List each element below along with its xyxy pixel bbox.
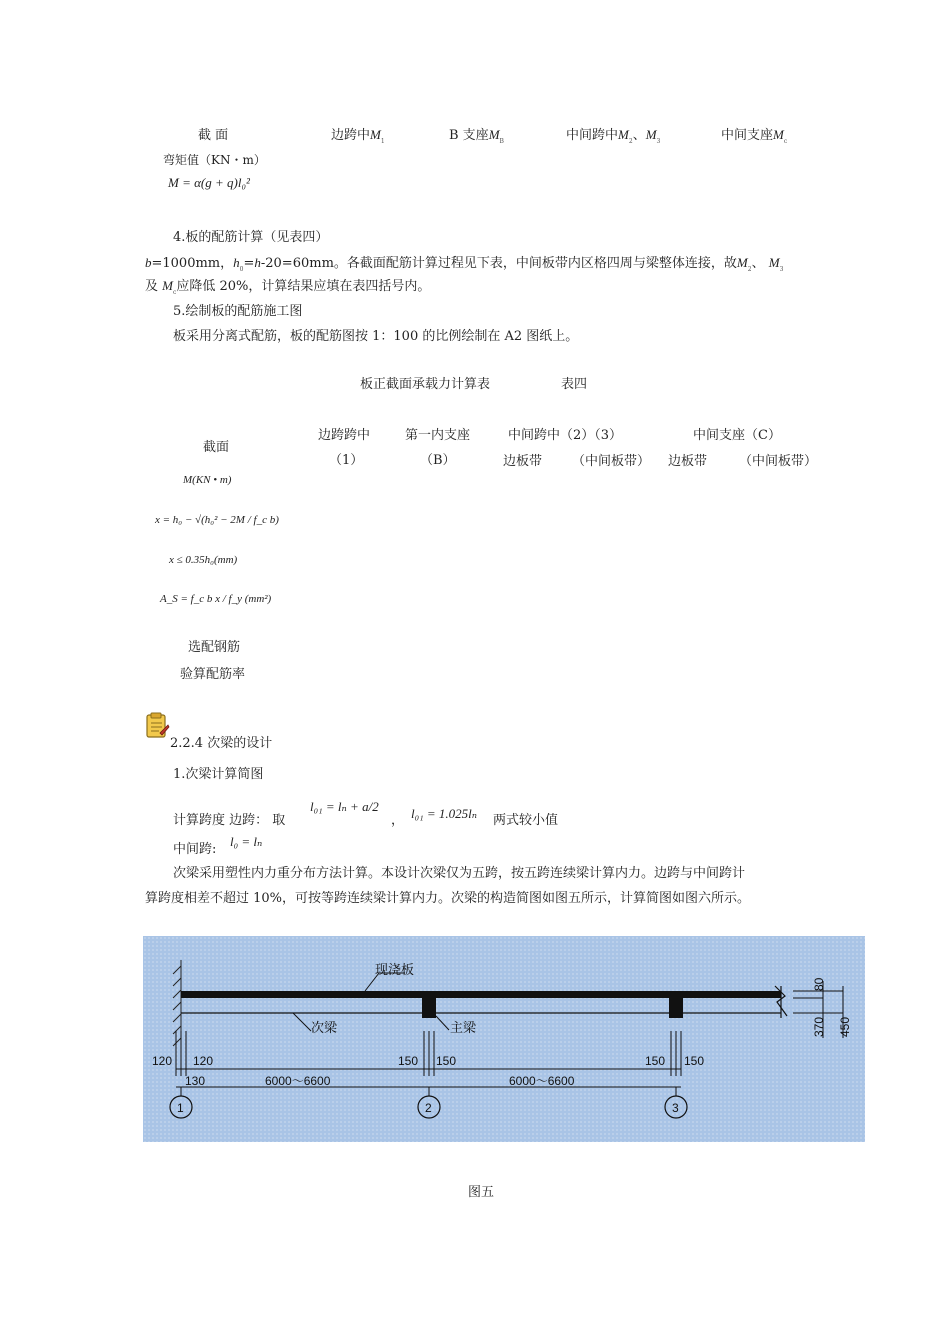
section5-heading: 5.绘制板的配筋施工图 [173,304,303,319]
table4-title: 板正截面承载力计算表 [360,377,491,392]
axis-label-2: 2 [425,1101,432,1115]
table4-col3-line1: 中间跨中（2）（3） [508,428,623,443]
dim-80: 80 [812,977,826,991]
table4-row-xlimit: x ≤ 0.35h₀(mm) [169,554,238,566]
table3-col-b-support: B 支座$M_B$ [449,127,504,145]
table4-col4-sub1: 边板带 [668,454,708,469]
label-main-beam: 主梁 [450,1021,477,1036]
dim-370: 370 [812,1016,826,1037]
label-secondary-beam: 次梁 [311,1021,338,1036]
axis-label-3: 3 [672,1101,679,1115]
table4-row-m: M(KN • m) [183,474,232,486]
cast-slab [181,991,781,998]
paragraph-line1: 次梁采用塑性内力重分布方法计算。本设计次梁仅为五跨，按五跨连续梁计算内力。边跨与中间跨计 [173,866,746,881]
table3-col-section: 截 面 [198,128,229,143]
formula-l01-edge: l₀₁ = lₙ + a/2 [310,799,379,814]
table4-col4-sub2: （中间板带） [739,454,818,469]
dim-450: 450 [838,1016,852,1037]
table3-row-moment: 弯矩值（KN・m） [163,153,266,167]
dim-120-left: 120 [152,1054,173,1068]
table4-row-ratio: 验算配筋率 [180,667,246,682]
table4-label: 表四 [561,377,588,392]
section4-line1: b=1000mm，$h_0=h-20=60mm$。各截面配筋计算过程见下表，中间板带内区格四周与梁整体连接，故$M_2$、 $M_3$ [145,255,784,273]
section5-text: 板采用分离式配筋，板的配筋图按 1：100 的比例绘制在 A2 图纸上。 [173,329,579,344]
main-beam-2 [422,994,436,1018]
dim-150-d: 150 [684,1054,705,1068]
label-cast-slab: 现浇板 [375,963,415,978]
table4-col3-sub1: 边板带 [503,454,543,469]
dim-130: 130 [185,1074,206,1088]
span-label: 计算跨度 边跨： 取 [173,813,286,828]
section224-heading: 2.2.4 次梁的设计 [170,736,273,751]
dim-150-b: 150 [436,1054,457,1068]
paragraph-line2: 算跨度相差不超过 10%，可按等跨连续梁计算内力。次梁的构造简图如图五所示，计算简图如图六所示。 [145,891,751,906]
table4-col3-sub2: （中间板带） [572,454,651,469]
figure5-drawing [143,936,865,1142]
axis-label-1: 1 [177,1101,184,1115]
section4-line2: 及 $M_c$应降低 20%，计算结果应填在表四括号内。 [145,278,431,296]
dim-150-c: 150 [645,1054,666,1068]
dim-150-a: 150 [398,1054,419,1068]
table4-col1-line2: （1） [329,453,364,468]
span-dim-2: 6000～6600 [509,1074,575,1088]
table3-col-edge-mid: 边跨中$M_1$ [331,127,385,145]
wall-hatch [173,960,181,1046]
formula-l0-mid: l₀ = lₙ [230,834,263,849]
dim-120-right: 120 [193,1054,214,1068]
table4-col-section: 截面 [203,440,230,455]
table3-col-mid-span: 中间跨中$M_2$、$M_3$ [566,127,661,145]
table4-col4-line1: 中间支座（C） [693,428,781,443]
table4-row-as: A_S = f_c b x / f_y (mm²) [160,593,272,605]
table4-row-x: x = h₀ − √(h₀² − 2M / f_c b) [155,514,279,526]
table4-row-rebar: 选配钢筋 [188,640,241,655]
mid-span-label: 中间跨: [173,842,217,857]
main-beam-3 [669,994,683,1018]
table4-col2-line1: 第一内支座 [405,428,471,443]
table3-col-mid-support: 中间支座$M_c$ [721,127,788,145]
section224-item1: 1.次梁计算简图 [173,767,264,782]
table3-row-formula: M = α(g + q)l₀² [168,175,250,190]
span-tail: 两式较小值 [493,813,559,828]
formula-l01-factor: l₀₁ = 1.025lₙ [411,806,478,821]
table4-col2-line2: （B） [420,453,456,468]
comma: ， [391,813,405,828]
table4-col1-line1: 边跨跨中 [318,428,371,443]
section4-heading: 4.板的配筋计算（见表四） [173,230,329,245]
span-dim-1: 6000～6600 [265,1074,331,1088]
note-icon [144,712,170,744]
figure5-caption: 图五 [468,1185,495,1200]
